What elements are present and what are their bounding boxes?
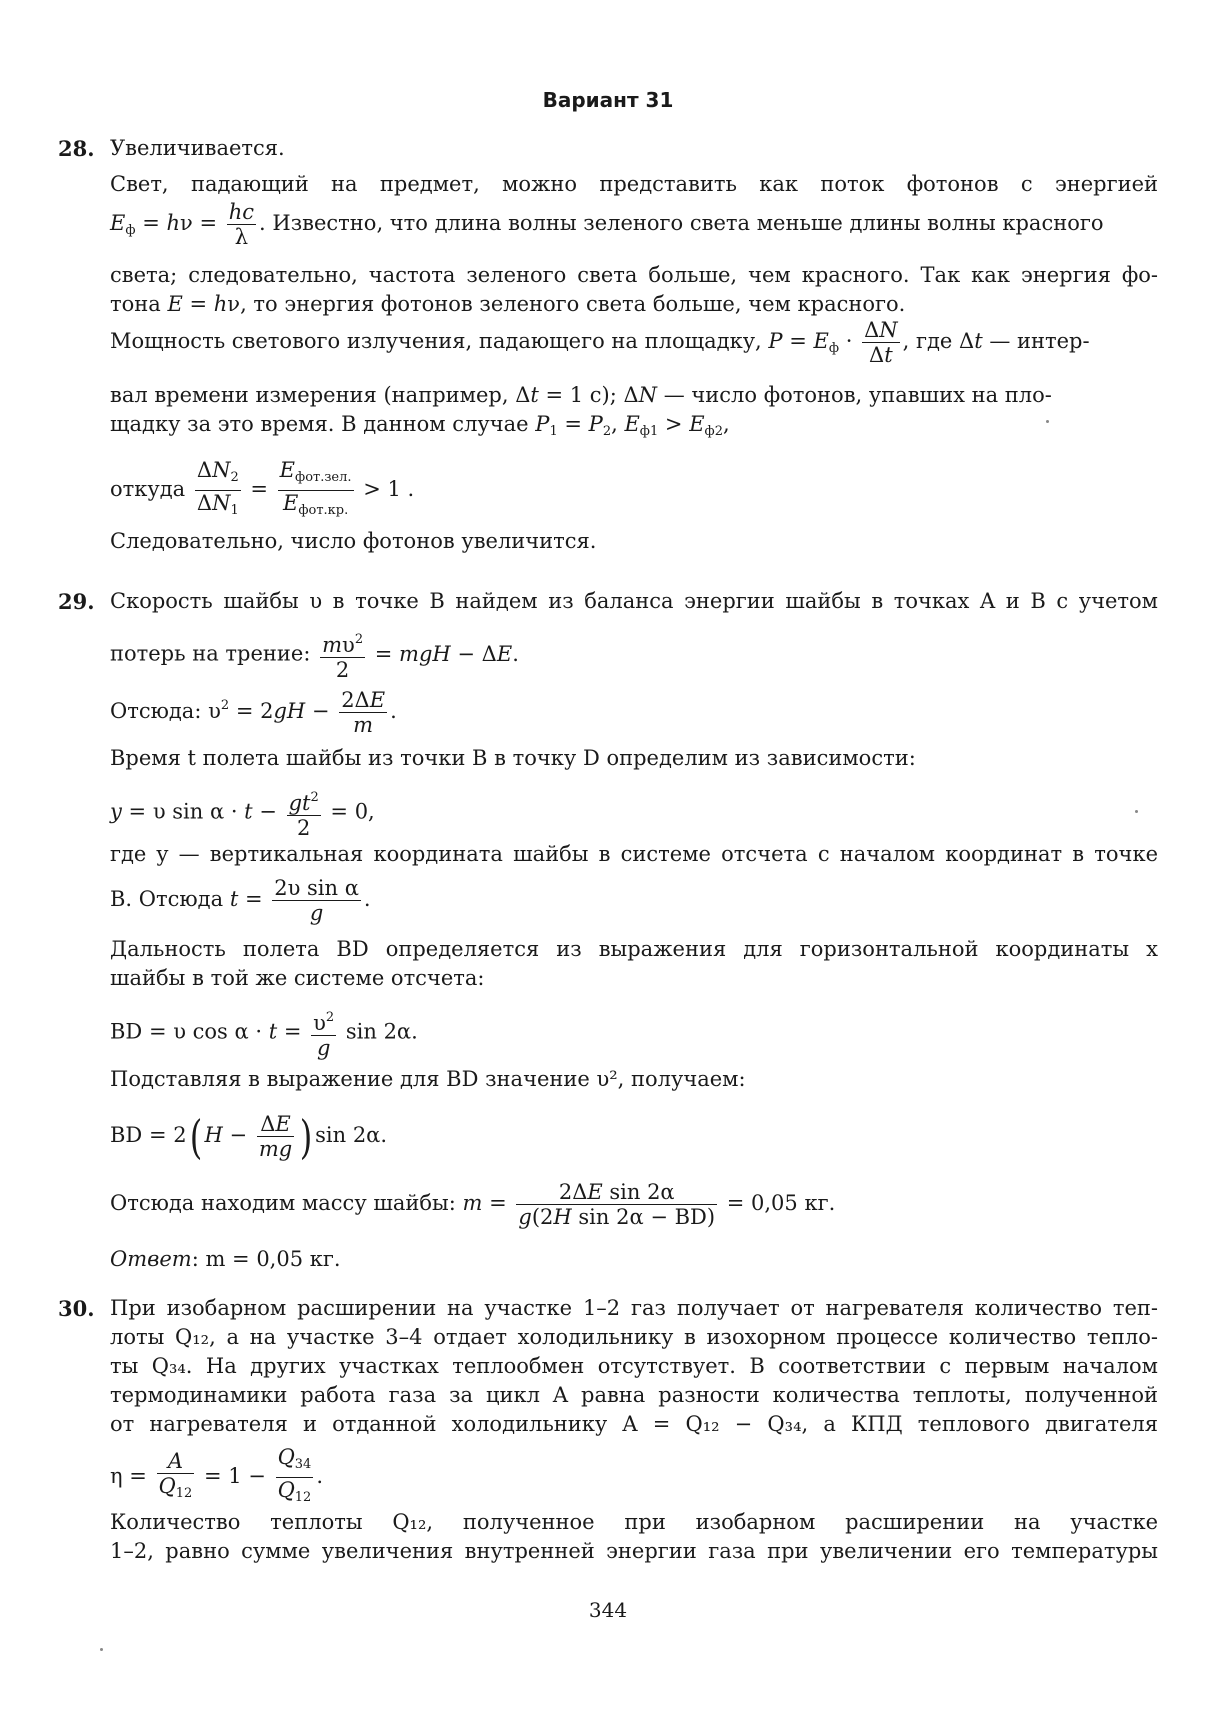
- q29-line-3-text: Отсюда:: [110, 699, 202, 723]
- formula-photon-ratio: $\frac{\Delta N_2}{\Delta N_1}$ = $E_{фот.зел.}$ $E_{фот.кр.}$ > 1 .: [196, 458, 415, 518]
- q28-line-5: [110, 290, 1158, 319]
- formula-power: $P = E_ф$ · $\frac{\Delta N}{\Delta t}$: [768, 318, 898, 367]
- q28-line-7b: с);: [589, 383, 617, 407]
- q30-line-7: 1–2, равно сумме увеличения внутренней энергии газа при увеличении его температуры: [110, 1539, 1158, 1563]
- q29-line-6: [110, 876, 1158, 925]
- q29-line-6-text: B. Отсюда: [110, 887, 224, 911]
- q29-line-10-text: Отсюда находим массу шайбы:: [110, 1191, 456, 1215]
- q28-line-6a: Мощность светового излучения, падающего на площадку,: [110, 329, 762, 353]
- q30-line-2: лоты Q₁₂, а на участке 3–4 отдает холодильнику в изохорном процессе количество тепло-: [110, 1325, 1158, 1349]
- q28-line-3-text: Известно, что длина волны зеленого света меньше длины волны красного: [272, 211, 1104, 235]
- scan-speck: [1046, 420, 1049, 423]
- q29-line-1: Скорость шайбы υ в точке B найдем из баланса энергии шайбы в точках A и B с учетом: [110, 589, 1158, 613]
- q29-answer: [110, 1245, 1158, 1274]
- q29-line-7: Дальность полета BD определяется из выражения для горизонтальной координаты x: [110, 937, 1158, 961]
- q28-line-10: Следовательно, число фотонов увеличится.: [110, 529, 597, 553]
- q28-line-1: Увеличивается.: [110, 136, 285, 160]
- q29-line-5: где y — вертикальная координата шайбы в системе отсчета с началом координат в точке: [110, 842, 1158, 866]
- q28-line-4: света; следовательно, частота зеленого света больше, чем красного. Так как энергия фо-: [110, 263, 1158, 287]
- q28-line-9: [110, 458, 1158, 523]
- q28-line-6b: , где: [902, 329, 953, 353]
- formula-photon-energy: $E_ф = h\nu$ = $\frac{hc}{\lambda}$ .: [110, 200, 266, 249]
- formula-energy-balance: $\frac{m\upsilon^2}{2}$ = mgH − ΔE.: [317, 642, 519, 666]
- page-title: Вариант 31: [542, 88, 674, 112]
- q30-line-5: от нагревателя и отданной холодильнику A = Q₁₂ − Q₃₄, а КПД теплового двигателя: [110, 1412, 1158, 1436]
- q29-mass-value: = 0,05 кг.: [726, 1191, 836, 1215]
- q29-line-3: [110, 688, 1158, 737]
- formula-bd-range: BD = υ cos α · t = $\frac{\upsilon^2}{g}$ sin 2α.: [110, 1006, 1158, 1060]
- problem-number-30: 30.: [58, 1296, 95, 1321]
- formula-time: t = $\frac{\text{2υ sin α}}{g}$ .: [229, 876, 371, 925]
- scan-speck: [100, 1648, 103, 1651]
- q30-line-4: термодинамики работа газа за цикл A равна разности количества теплоты, полученной: [110, 1383, 1158, 1407]
- q28-line-8-text: щадку за это время. В данном случае: [110, 412, 529, 436]
- q30-line-1: При изобарном расширении на участке 1–2 газ получает от нагревателя количество теп-: [110, 1296, 1158, 1320]
- q28-line-5b: , то энергия фотонов зеленого света больше, чем красного.: [240, 292, 906, 316]
- scan-speck: [1135, 810, 1138, 813]
- q28-line-7: вал времени измерения (например, Δt = 1 с); ΔN — число фотонов, упавших на пло-: [110, 383, 1052, 407]
- formula-mass: m = $\frac{\text{2ΔE sin 2α}}{\text{g(2H sin 2α − BD)}}$: [462, 1180, 716, 1229]
- formula-e-hv: E = hν: [167, 292, 241, 316]
- q29-line-4: Время t полета шайбы из точки B в точку D определим из зависимости:: [110, 746, 916, 770]
- problem-number-28: 28.: [58, 136, 95, 161]
- formula-y-coordinate: y = υ sin α · t − $\frac{gt^2}{2}$ = 0,: [110, 786, 1158, 840]
- q28-line-2: Свет, падающий на предмет, можно представить как поток фотонов с энергией: [110, 172, 1158, 196]
- formula-efficiency: η = $\frac{A}{Q_{12}}$ = 1 − $\frac{Q_{34}}{Q_{12}}$ .: [110, 1445, 324, 1505]
- q29-answer-value: : m = 0,05 кг.: [191, 1247, 341, 1271]
- q28-line-5a: тона: [110, 292, 161, 316]
- q28-line-9-text: откуда: [110, 477, 186, 501]
- q29-answer-label: Ответ: [110, 1247, 192, 1271]
- page-number: 344: [588, 1598, 628, 1622]
- q29-line-10: [110, 1180, 1158, 1229]
- q29-line-9: Подставляя в выражение для BD значение υ², получаем:: [110, 1067, 746, 1091]
- q29-line-2: [110, 628, 1158, 682]
- q28-line-8: [110, 410, 1158, 446]
- problem-number-29: 29.: [58, 589, 95, 614]
- q28-line-6: Мощность светового излучения, падающего на площадку, $P = E_ф$ · $\frac{\Delta N}{\Delta t}$ , где Δt — интер-: [110, 318, 1090, 367]
- q28-line-7c: — число фотонов, упавших на пло-: [663, 383, 1052, 407]
- formula-v-squared: $\upsilon^2 = 2gH$ − $\frac{2\Delta E}{m}$ .: [208, 688, 397, 737]
- q30-line-3: ты Q₃₄. На других участках теплообмен отсутствует. В соответствии с первым началом: [110, 1354, 1158, 1378]
- formula-power-equal: $P_1 = P_2$, $E_{ф1} > E_{ф2}$,: [535, 412, 730, 439]
- q28-line-6c: — интер-: [989, 329, 1090, 353]
- q29-line-2-text: потерь на трение:: [110, 641, 311, 666]
- q30-line-6: Количество теплоты Q₁₂, полученное при изобарном расширении на участке: [110, 1510, 1158, 1534]
- q29-line-8: шайбы в той же системе отсчета:: [110, 966, 485, 990]
- formula-bd-substituted: BD = 2( H − $\frac{\Delta E}{mg}$ ) sin 2α.: [110, 1109, 388, 1164]
- q28-line-3: [110, 200, 1158, 249]
- q28-line-7a: вал времени измерения (например,: [110, 383, 509, 407]
